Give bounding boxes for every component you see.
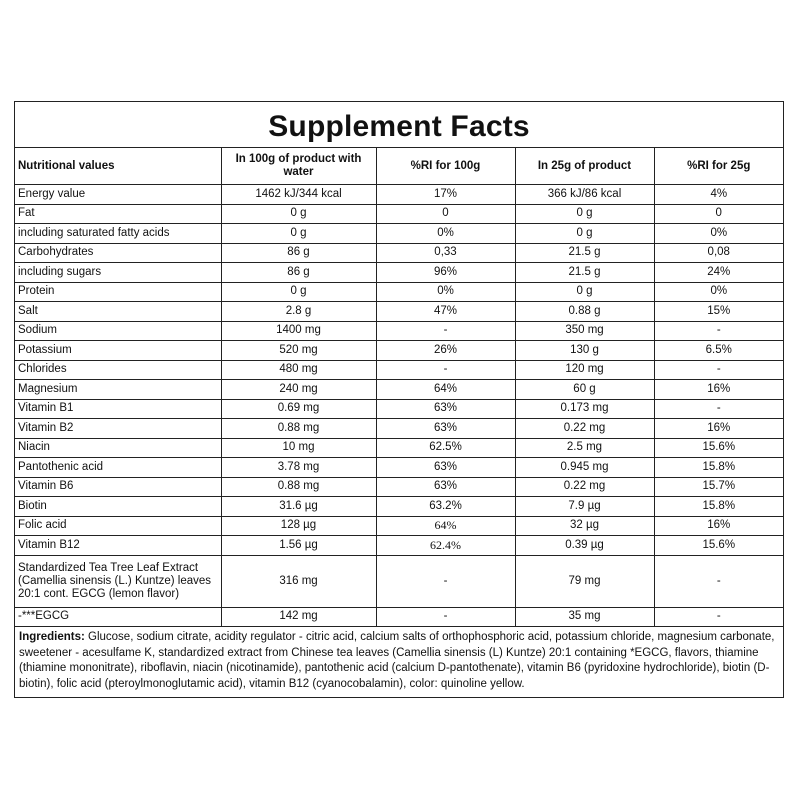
value-25g: 0 g [515, 224, 654, 244]
table-row [15, 419, 783, 439]
table-row [15, 321, 783, 341]
value-25g: 21.5 g [515, 263, 654, 283]
ri-100g: 63% [376, 458, 515, 478]
ri-25g: 0% [654, 224, 783, 244]
page-title: Supplement Facts [15, 102, 783, 148]
ri-100g: 63% [376, 419, 515, 439]
ri-25g: 15.7% [654, 477, 783, 497]
table-row [15, 497, 783, 517]
value-100g: 1400 mg [221, 321, 376, 341]
nutrition-table [15, 148, 783, 627]
row-name: Vitamin B1 [15, 399, 221, 419]
row-name: Biotin [15, 497, 221, 517]
value-100g: 480 mg [221, 360, 376, 380]
value-100g: 0 g [221, 224, 376, 244]
row-name: Salt [15, 302, 221, 322]
table-row [15, 399, 783, 419]
table-row [15, 438, 783, 458]
ri-25g: - [654, 360, 783, 380]
ri-25g: 16% [654, 419, 783, 439]
table-header-row [15, 148, 783, 185]
row-name: Standardized Tea Tree Leaf Extract (Camellia sinensis (L.) Kuntze) leaves 20:1 cont. EGCG (lemon flavor) [15, 555, 221, 607]
ri-100g: 17% [376, 185, 515, 205]
table-row [15, 555, 783, 607]
ri-100g: - [376, 555, 515, 607]
table-row [15, 224, 783, 244]
row-name: including saturated fatty acids [15, 224, 221, 244]
value-100g: 520 mg [221, 341, 376, 361]
ri-100g: 64% [376, 516, 515, 536]
row-name: Protein [15, 282, 221, 302]
value-100g: 0 g [221, 282, 376, 302]
row-name: Potassium [15, 341, 221, 361]
ri-100g: - [376, 607, 515, 627]
value-25g: 0.22 mg [515, 419, 654, 439]
header-per-25g: In 25g of product [515, 148, 654, 185]
ingredients-label: Ingredients: [19, 631, 85, 643]
value-100g: 240 mg [221, 380, 376, 400]
value-100g: 86 g [221, 263, 376, 283]
ri-25g: 24% [654, 263, 783, 283]
value-25g: 60 g [515, 380, 654, 400]
value-25g: 350 mg [515, 321, 654, 341]
table-row [15, 380, 783, 400]
value-100g: 0.69 mg [221, 399, 376, 419]
value-100g: 2.8 g [221, 302, 376, 322]
ri-25g: 15% [654, 302, 783, 322]
ri-25g: 15.6% [654, 536, 783, 556]
header-per-100g: In 100g of product with water [221, 148, 376, 185]
ri-100g: 63% [376, 477, 515, 497]
ri-100g: 62.4% [376, 536, 515, 556]
value-100g: 128 µg [221, 516, 376, 536]
header-ri-100g: %RI for 100g [376, 148, 515, 185]
value-100g: 0.88 mg [221, 419, 376, 439]
table-row [15, 477, 783, 497]
ri-100g: 0 [376, 204, 515, 224]
ri-25g: 4% [654, 185, 783, 205]
value-100g: 10 mg [221, 438, 376, 458]
ri-100g: 0,33 [376, 243, 515, 263]
value-25g: 2.5 mg [515, 438, 654, 458]
ri-100g: - [376, 360, 515, 380]
ri-100g: 63% [376, 399, 515, 419]
value-25g: 7.9 µg [515, 497, 654, 517]
value-25g: 32 µg [515, 516, 654, 536]
row-name: Vitamin B12 [15, 536, 221, 556]
ri-25g: 0,08 [654, 243, 783, 263]
ri-100g: - [376, 321, 515, 341]
ingredients-text [15, 627, 783, 692]
ingredients-list: Glucose, sodium citrate, acidity regulator - citric acid, calcium salts of orthophosphoric acid, potassium chloride, magnesium carbonate, sweetener - acesulfame K, standardized extract from Chinese tea leaves (Camellia sinensis (L) Kuntze) 20:1 containing *EGCG, flavors, thiamine (thiamine mononitrate), riboflavin, niacin (nicotinamide), pantothenic acid (calcium D-pantothenate), vitamin B6 (pyridoxine hydrochloride), biotin (D-biotin), folic acid (pteroylmonoglutamic acid), vitamin B12 (cyanocobalamin), color: quinoline yellow. [19, 631, 775, 690]
value-25g: 35 mg [515, 607, 654, 627]
ri-25g: 0% [654, 282, 783, 302]
value-100g: 142 mg [221, 607, 376, 627]
row-name: Sodium [15, 321, 221, 341]
table-row [15, 263, 783, 283]
value-100g: 3.78 mg [221, 458, 376, 478]
value-100g: 1.56 µg [221, 536, 376, 556]
value-100g: 0.88 mg [221, 477, 376, 497]
table-row [15, 536, 783, 556]
table-row [15, 341, 783, 361]
value-25g: 0.88 g [515, 302, 654, 322]
ri-25g: 15.6% [654, 438, 783, 458]
ri-100g: 26% [376, 341, 515, 361]
ri-25g: - [654, 607, 783, 627]
table-row [15, 607, 783, 627]
row-name: -***EGCG [15, 607, 221, 627]
header-ri-25g: %RI for 25g [654, 148, 783, 185]
row-name: including sugars [15, 263, 221, 283]
ri-100g: 47% [376, 302, 515, 322]
ri-100g: 63.2% [376, 497, 515, 517]
row-name: Fat [15, 204, 221, 224]
row-name: Vitamin B6 [15, 477, 221, 497]
ri-25g: - [654, 555, 783, 607]
ri-25g: 16% [654, 516, 783, 536]
value-25g: 120 mg [515, 360, 654, 380]
ri-100g: 96% [376, 263, 515, 283]
ri-100g: 0% [376, 282, 515, 302]
value-100g: 0 g [221, 204, 376, 224]
table-row [15, 458, 783, 478]
value-100g: 1462 kJ/344 kcal [221, 185, 376, 205]
row-name: Energy value [15, 185, 221, 205]
supplement-facts-panel [14, 101, 784, 698]
ri-25g: 15.8% [654, 497, 783, 517]
header-nutritional-values: Nutritional values [15, 148, 221, 185]
ri-100g: 0% [376, 224, 515, 244]
value-25g: 0 g [515, 204, 654, 224]
row-name: Vitamin B2 [15, 419, 221, 439]
value-25g: 0.39 µg [515, 536, 654, 556]
ri-25g: 0 [654, 204, 783, 224]
table-row [15, 302, 783, 322]
ri-25g: - [654, 321, 783, 341]
table-row [15, 204, 783, 224]
value-100g: 86 g [221, 243, 376, 263]
row-name: Chlorides [15, 360, 221, 380]
value-25g: 79 mg [515, 555, 654, 607]
value-100g: 31.6 µg [221, 497, 376, 517]
ri-100g: 62.5% [376, 438, 515, 458]
ri-25g: 16% [654, 380, 783, 400]
value-25g: 21.5 g [515, 243, 654, 263]
table-row [15, 360, 783, 380]
value-100g: 316 mg [221, 555, 376, 607]
table-row [15, 185, 783, 205]
row-name: Carbohydrates [15, 243, 221, 263]
row-name: Niacin [15, 438, 221, 458]
row-name: Pantothenic acid [15, 458, 221, 478]
table-row [15, 282, 783, 302]
value-25g: 0 g [515, 282, 654, 302]
value-25g: 130 g [515, 341, 654, 361]
row-name: Folic acid [15, 516, 221, 536]
ri-25g: 15.8% [654, 458, 783, 478]
table-row [15, 243, 783, 263]
table-row [15, 516, 783, 536]
value-25g: 366 kJ/86 kcal [515, 185, 654, 205]
value-25g: 0.945 mg [515, 458, 654, 478]
ri-25g: - [654, 399, 783, 419]
row-name: Magnesium [15, 380, 221, 400]
ri-25g: 6.5% [654, 341, 783, 361]
ri-100g: 64% [376, 380, 515, 400]
value-25g: 0.173 mg [515, 399, 654, 419]
value-25g: 0.22 mg [515, 477, 654, 497]
